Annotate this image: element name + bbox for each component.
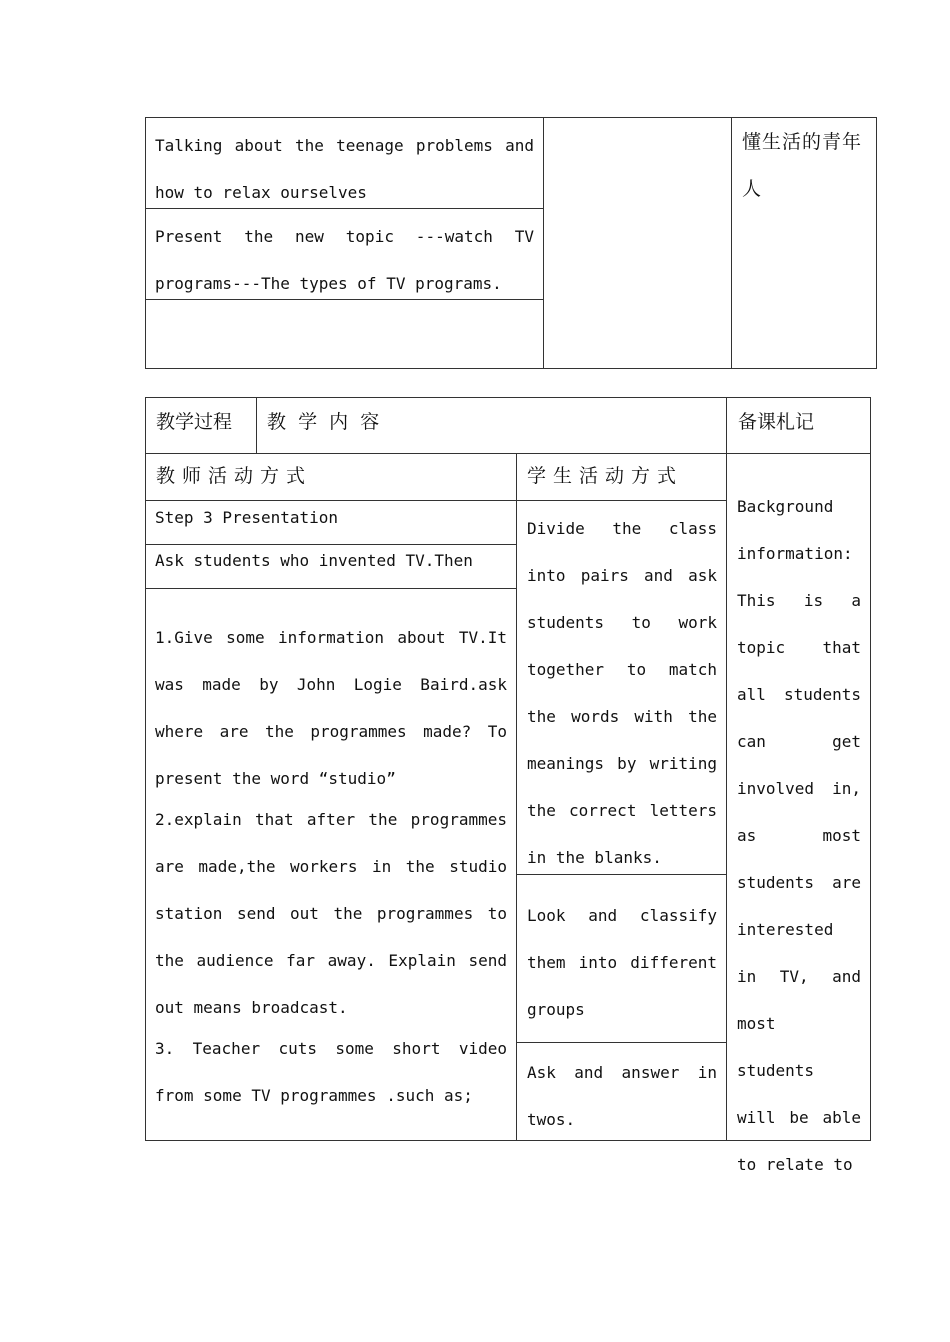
header-process-cell xyxy=(145,397,257,454)
header-notes-cell xyxy=(726,397,871,454)
header-content-cell xyxy=(256,397,727,454)
student-activity-3-cell xyxy=(516,1042,727,1141)
notes-background-text: Background information: This is a topic that all students can get involved in, as most students are interested in TV, and most students will be able to relate to xyxy=(737,497,861,1174)
student-activity-2-text: Look and classify them into different groups xyxy=(527,906,717,1019)
student-activity-1-text: Divide the class into pairs and ask students to work together to match the words with the meanings by writing the correct letters in the blanks. xyxy=(527,519,717,867)
table1-row3-cell xyxy=(145,299,544,369)
header-process-label: 教学过程 xyxy=(156,411,233,433)
table1-row2-cell xyxy=(145,208,544,300)
table1-row2-text: Present the new topic ---watch TV programs---The types of TV programs. xyxy=(155,227,534,293)
teacher-paragraph-3: 3. Teacher cuts some short video from some TV programmes .such as; xyxy=(155,1039,507,1105)
student-activity-3-text: Ask and answer in twos. xyxy=(527,1063,717,1129)
teacher-paragraph-1: 1.Give some information about TV.It was made by John Logie Baird.ask where are the programmes made? To present the word “studio” xyxy=(155,628,507,788)
teacher-step-text: Step 3 Presentation xyxy=(155,508,339,527)
subheader-student-label: 学生活动方式 xyxy=(527,465,684,487)
table1-row1-text: Talking about the teenage problems and how to relax ourselves xyxy=(155,136,534,202)
teacher-ask-cell xyxy=(145,544,517,589)
table1-right-cell xyxy=(731,117,877,369)
teacher-ask-text: Ask students who invented TV.Then xyxy=(155,551,473,570)
subheader-teacher-cell xyxy=(145,453,517,501)
teacher-paragraph-2: 2.explain that after the programmes are made,the workers in the studio station send out the programmes to the audience far away. Explain send out means broadcast. xyxy=(155,810,507,1017)
header-content-label: 教 学 内 容 xyxy=(267,411,380,433)
header-notes-label: 备课札记 xyxy=(738,411,815,433)
student-activity-2-cell xyxy=(516,874,727,1043)
subheader-student-cell xyxy=(516,453,727,501)
notes-cell xyxy=(726,453,871,1174)
table1-row1-cell xyxy=(145,117,544,209)
subheader-teacher-label: 教师活动方式 xyxy=(156,465,313,487)
table1-middle-cell xyxy=(543,117,732,369)
teacher-body-cell xyxy=(145,588,517,1141)
teacher-step-cell xyxy=(145,500,517,545)
student-activity-1-cell xyxy=(516,500,727,875)
table1-right-text: 懂生活的青年人 xyxy=(742,131,863,200)
